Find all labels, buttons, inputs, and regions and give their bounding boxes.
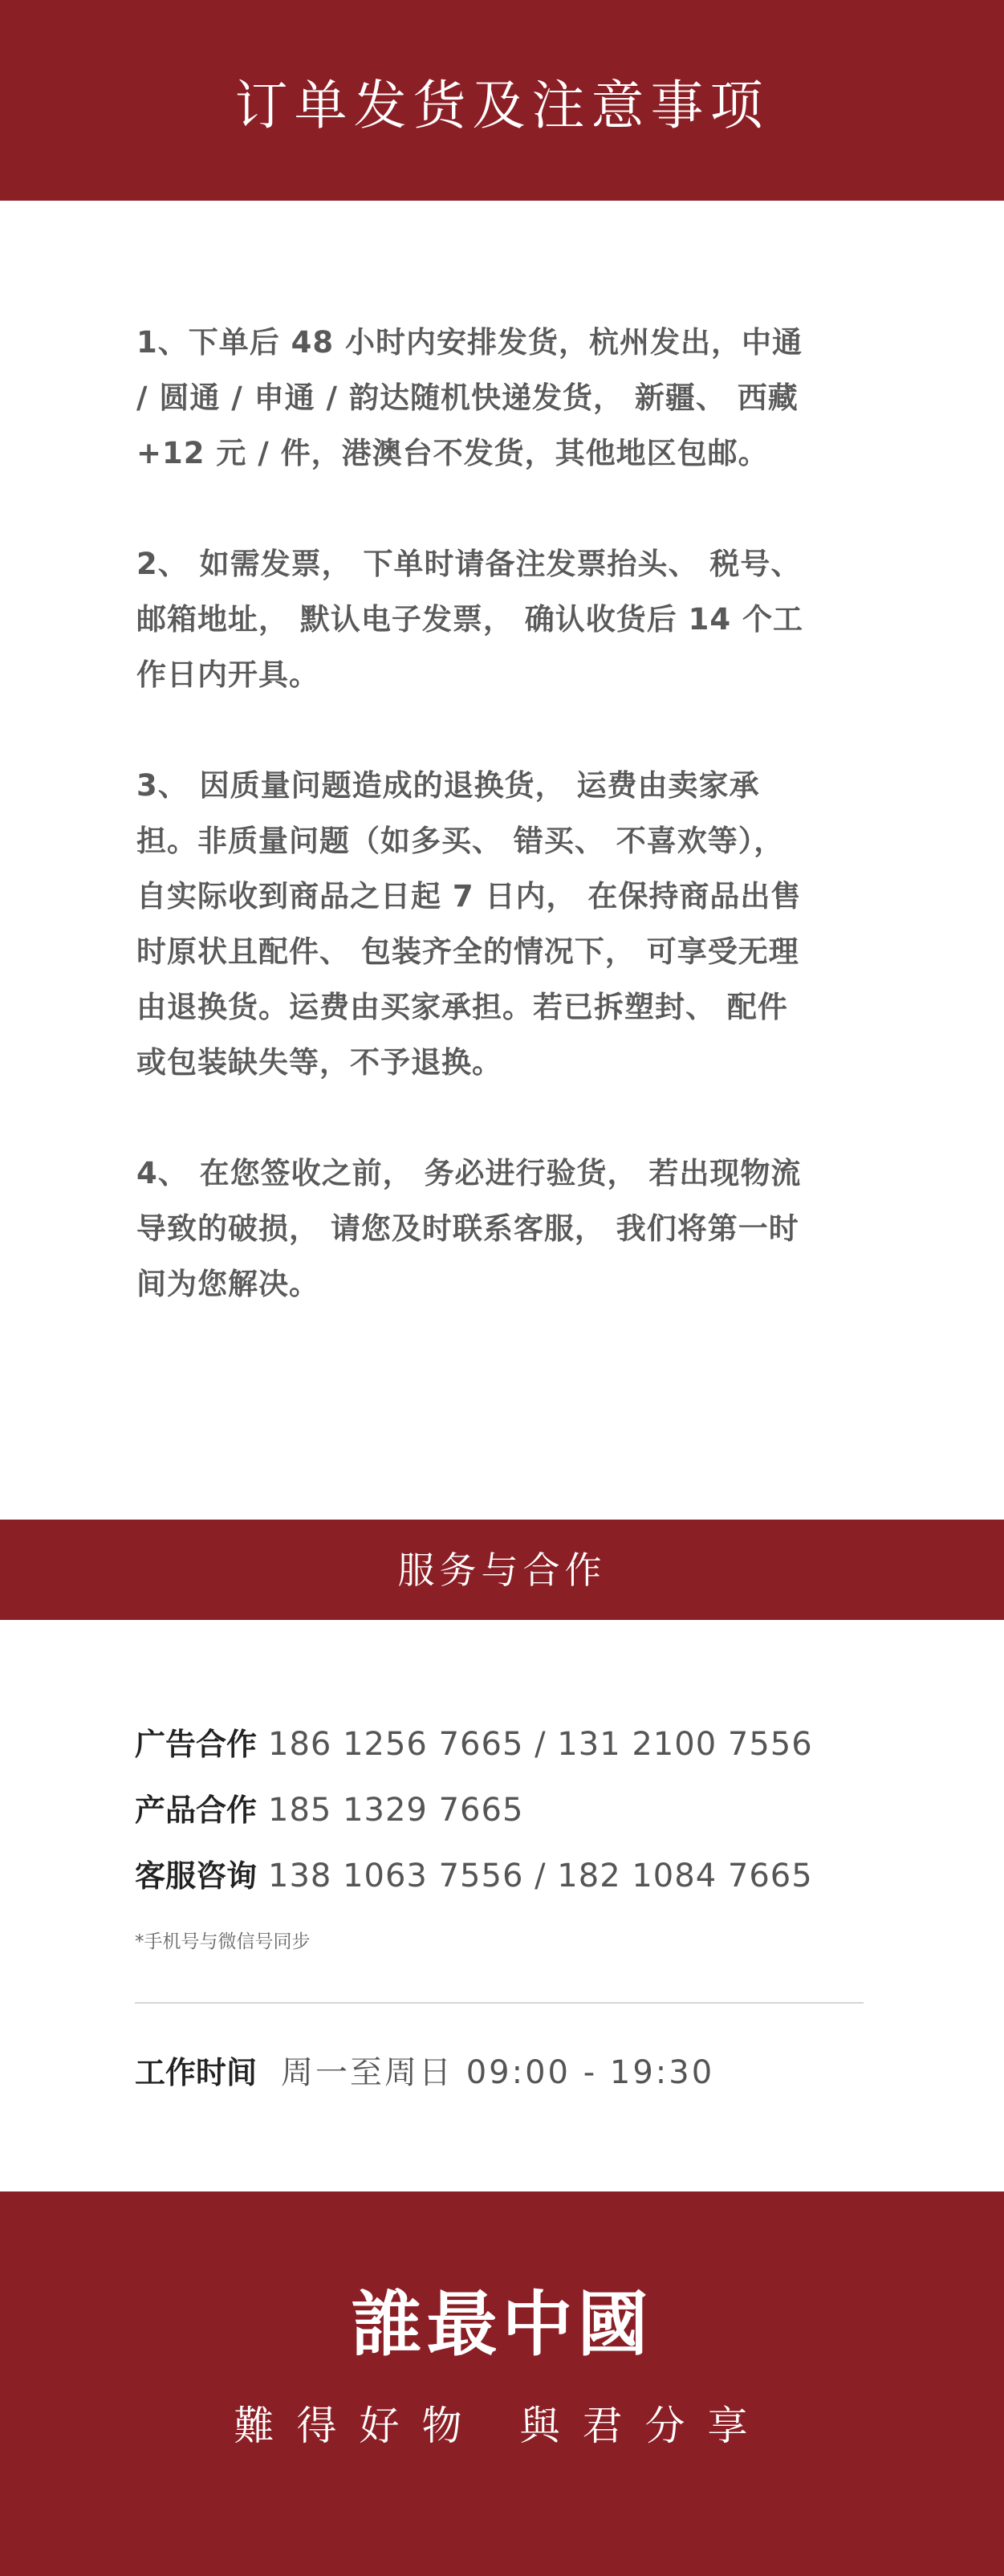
contact-phone: 138 1063 7556 / 182 1084 7665 [268, 1858, 813, 1894]
contact-list [135, 1711, 873, 1953]
notice-item-4: 4、 在您签收之前， 务必进行验货， 若出现物流 导致的破损， 请您及时联系客服， 我们将第一时 间为您解决。 [136, 1156, 802, 1301]
notice-item-2: 2、 如需发票， 下单时请备注发票抬头、 税号、 邮箱地址， 默认电子发票， 确认收货后 14 个工 作日内开具。 [136, 547, 804, 692]
hours-value: 周一至周日 09:00 - 19:30 [281, 2054, 715, 2091]
contact-row-support [135, 1843, 873, 1909]
footer-band [0, 2191, 1004, 2576]
divider [135, 2002, 864, 2004]
working-hours [135, 2041, 714, 2105]
header-band [0, 0, 1004, 201]
page-title: 订单发货及注意事项 [234, 75, 770, 136]
contact-label: 广告合作 [135, 1727, 258, 1762]
contact-note: *手机号与微信号同步 [135, 1931, 311, 1952]
contact-phone: 185 1329 7665 [268, 1792, 524, 1829]
hours-label: 工作时间 [135, 2055, 258, 2090]
service-band [0, 1520, 1004, 1620]
service-title: 服务与合作 [397, 1548, 607, 1592]
notice-list [136, 315, 867, 1367]
contact-label: 产品合作 [135, 1793, 258, 1828]
notice-item-3: 3、 因质量问题造成的退换货， 运费由卖家承 担。非质量问题（如多买、 错买、 不喜欢等）， 自实际收到商品之日起 7 日内， 在保持商品出售 时原状且配件、 包装齐全的情况下， 可享受无理 由退换货。运费由买家承担。若已拆塑封、 配件 或包装缺失等，不予退换。 [136, 768, 802, 1080]
contact-row-ads [135, 1711, 873, 1777]
brand-logo: 誰最中國 [351, 2282, 653, 2366]
contact-phone: 186 1256 7665 / 131 2100 7556 [268, 1726, 813, 1763]
brand-slogan: 難得好物 與君分享 [234, 2403, 770, 2449]
contact-row-product [135, 1777, 873, 1843]
contact-label: 客服咨询 [135, 1858, 258, 1894]
notice-item-1: 1、下单后 48 小时内安排发货，杭州发出，中通 / 圆通 / 申通 / 韵达随机快递发货， 新疆、 西藏 +12 元 / 件，港澳台不发货，其他地区包邮。 [136, 325, 803, 470]
